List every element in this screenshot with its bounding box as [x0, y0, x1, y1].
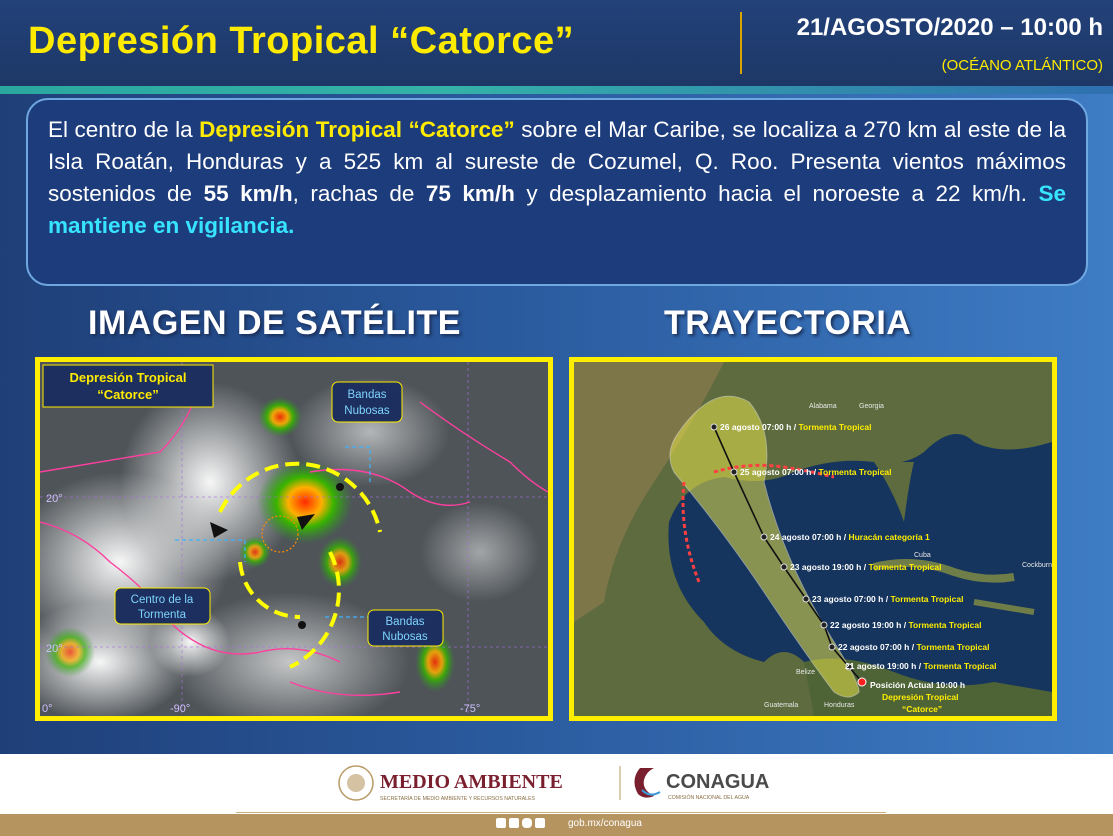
track-point-time: 22 agosto 07:00 h [838, 642, 910, 652]
trajectory-map-frame [569, 357, 1057, 721]
facebook-icon[interactable] [496, 818, 506, 828]
conagua-name: CONAGUA [666, 771, 770, 793]
footer [0, 754, 1113, 836]
wind-gust: 75 km/h [425, 181, 515, 206]
track-point-category: Tormenta Tropical [890, 594, 964, 604]
lon-label-75: -75° [460, 703, 481, 715]
svg-text:22 agosto 07:00 h / Tormenta T: 22 agosto 07:00 h / Tormenta Tropical [838, 642, 990, 652]
bulletin-date: 21/AGOSTO/2020 – 10:00 h [796, 14, 1103, 41]
bands-top-label-line1: Bandas [347, 389, 387, 401]
place-label: Cockburn [1022, 562, 1052, 569]
track-point-time: 26 agosto 07:00 h [720, 422, 792, 432]
trajectory-map [574, 362, 1052, 716]
lat-label-20b: 20° [46, 643, 63, 655]
bands-bottom-label-line1: Bandas [385, 616, 425, 628]
satellite-image-frame [35, 357, 553, 721]
footer-bar [0, 814, 1113, 836]
track-point-category: Tormenta Tropical [916, 642, 990, 652]
svg-text:24 agosto 07:00 h / Huracán ca: 24 agosto 07:00 h / Huracán categoría 1 [770, 532, 930, 542]
youtube-icon[interactable] [535, 818, 545, 828]
info-text-4: y desplazamiento hacia el noroeste a 22 km/h. [514, 181, 1039, 206]
conagua-subtitle: COMISIÓN NACIONAL DEL AGUA [668, 795, 750, 801]
track-point-category: Tormenta Tropical [818, 467, 892, 477]
track-point-category: Tormenta Tropical [923, 661, 997, 671]
svg-text:21 agosto 19:00 h / Tormenta T: 21 agosto 19:00 h / Tormenta Tropical [845, 661, 997, 671]
track-point-category: Tormenta Tropical [868, 562, 942, 572]
satellite-section-title: IMAGEN DE SATÉLITE [88, 304, 461, 342]
main-panel [0, 94, 1113, 754]
info-paragraph [48, 114, 1066, 242]
svg-text:25 agosto 07:00 h / Tormenta T: 25 agosto 07:00 h / Tormenta Tropical [740, 467, 892, 477]
footer-url[interactable]: gob.mx/conagua [568, 818, 642, 829]
storm-name: Depresión Tropical “Catorce” [199, 117, 515, 142]
track-point-time: 25 agosto 07:00 h [740, 467, 812, 477]
bands-bottom-label-line2: Nubosas [382, 631, 428, 643]
page-title: Depresión Tropical “Catorce” [28, 20, 575, 62]
svg-text:26 agosto 07:00 h / Tormenta T: 26 agosto 07:00 h / Tormenta Tropical [720, 422, 872, 432]
info-text-1: El centro de la [48, 117, 200, 142]
ocean-region: (OCÉANO ATLÁNTICO) [941, 57, 1103, 74]
center-label-line1: Centro de la [130, 594, 194, 606]
conagua-logo-icon [634, 768, 654, 798]
lat-label-20: 20° [46, 493, 63, 505]
satellite-image [40, 362, 548, 716]
place-label: Cuba [914, 552, 931, 559]
place-label: Honduras [824, 702, 855, 709]
footer-divider [236, 812, 886, 813]
svg-text:23 agosto 19:00 h / Tormenta T: 23 agosto 19:00 h / Tormenta Tropical [790, 562, 942, 572]
place-label: Alabama [809, 403, 837, 410]
semarnat-name: MEDIO AMBIENTE [380, 771, 563, 793]
current-position-line1: Posición Actual 10:00 h [870, 680, 966, 690]
place-label: Belize [796, 669, 816, 676]
center-label-line2: Tormenta [138, 609, 186, 621]
max-wind: 55 km/h [203, 181, 293, 206]
track-point-time: 24 agosto 07:00 h [770, 532, 842, 542]
lon-label-left: 0° [42, 703, 53, 715]
twitter-icon[interactable] [509, 818, 519, 828]
lon-label-90: -90° [170, 703, 191, 715]
footer-logos [338, 760, 798, 806]
track-point-time: 21 agosto 19:00 h [845, 661, 917, 671]
track-point-category: Tormenta Tropical [908, 620, 982, 630]
info-box [26, 98, 1088, 286]
instagram-icon[interactable] [522, 818, 532, 828]
header-stripe [0, 86, 1113, 94]
semarnat-subtitle: SECRETARÍA DE MEDIO AMBIENTE Y RECURSOS NATURALES [380, 796, 535, 802]
trajectory-section-title: TRAYECTORIA [664, 304, 912, 342]
header-divider [740, 12, 742, 74]
track-point-category: Tormenta Tropical [798, 422, 872, 432]
current-position-line2: Depresión Tropical [882, 692, 959, 702]
place-label: Georgia [859, 403, 884, 410]
header [0, 0, 1113, 86]
track-point-time: 23 agosto 19:00 h [790, 562, 862, 572]
watch-status: Se mantiene en vigilancia. [48, 181, 1066, 238]
svg-text:23 agosto 07:00 h / Tormenta T: 23 agosto 07:00 h / Tormenta Tropical [812, 594, 964, 604]
place-label: Guatemala [764, 702, 799, 709]
storm-label-line1: Depresión Tropical [69, 370, 187, 385]
storm-label-line2: “Catorce” [97, 387, 159, 402]
track-point-time: 22 agosto 19:00 h [830, 620, 902, 630]
info-text-2: sobre el Mar Caribe, se localiza a 270 km al este de la Isla Roatán, Honduras y a 525 km al sureste de Cozumel, Q. Roo. Presenta vientos máximos sostenidos de [48, 117, 1066, 206]
track-point-category: Huracán categoría 1 [848, 532, 930, 542]
bands-top-label-line2: Nubosas [344, 405, 390, 417]
current-position-line3: “Catorce” [902, 704, 943, 714]
svg-text:22 agosto 19:00 h / Tormenta T: 22 agosto 19:00 h / Tormenta Tropical [830, 620, 982, 630]
info-text-3: , rachas de [292, 181, 426, 206]
track-point-time: 23 agosto 07:00 h [812, 594, 884, 604]
